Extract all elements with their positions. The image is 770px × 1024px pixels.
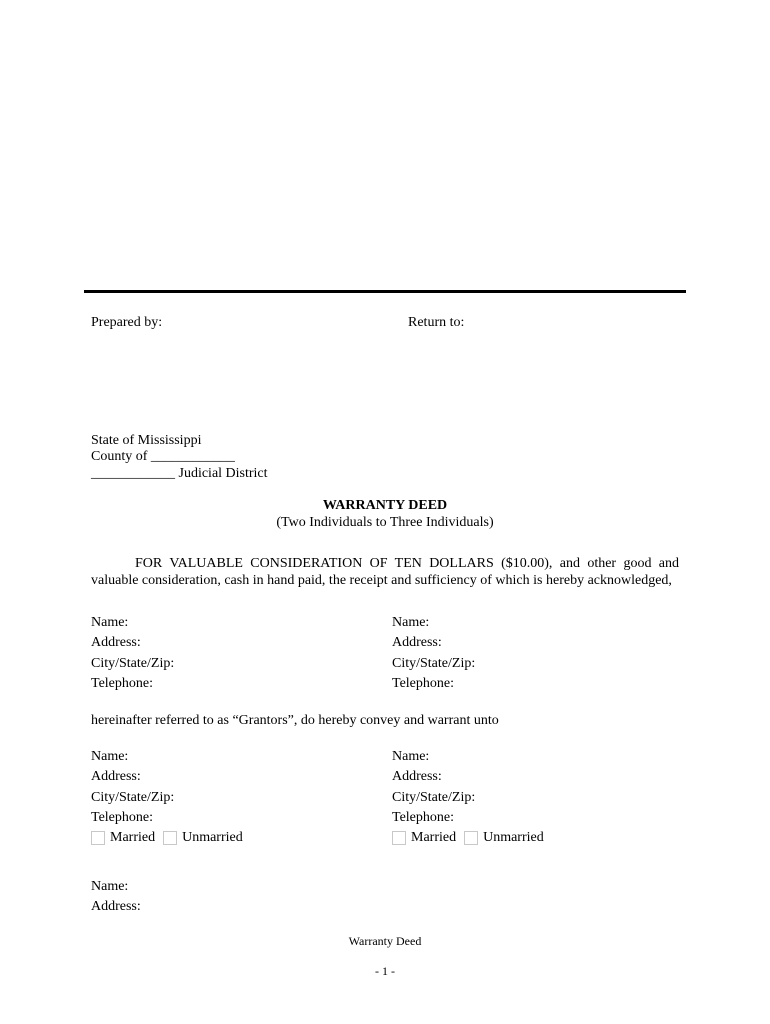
return-to-label: Return to: — [408, 315, 465, 330]
grantee-2-unmarried-label: Unmarried — [483, 830, 544, 846]
grantee-2-city-label: City/State/Zip: — [392, 789, 476, 805]
consideration-text: FOR VALUABLE CONSIDERATION OF TEN DOLLARS ($10.00), and other good and valuable consideration, cash in hand paid, the receipt and sufficiency of which is hereby acknowledged, — [91, 556, 679, 588]
grantee-1-address-label: Address: — [91, 769, 141, 785]
grantor-2-block — [392, 613, 475, 694]
grantor-2-address-label: Address: — [392, 635, 442, 651]
grantee-1-name-label: Name: — [91, 749, 129, 764]
grantee-1-telephone-label: Telephone: — [91, 809, 153, 825]
grantor-1-block — [91, 613, 174, 694]
grantee-3-address-label: Address: — [91, 899, 141, 915]
grantee-2-married-checkbox[interactable] — [392, 831, 406, 845]
grantee-1-married-checkbox[interactable] — [91, 831, 105, 845]
grantee-2-address-label: Address: — [392, 769, 442, 785]
grantee-1-city-label: City/State/Zip: — [91, 789, 175, 805]
grantor-2-city-label: City/State/Zip: — [392, 655, 476, 671]
grantor-1-name-label: Name: — [91, 615, 129, 630]
grantor-1-telephone-label: Telephone: — [91, 675, 153, 691]
grantee-2-name-label: Name: — [392, 749, 430, 764]
grantee-2-married-label: Married — [411, 830, 457, 846]
grantor-1-address-label: Address: — [91, 635, 141, 651]
judicial-district-line: ____________ Judicial District — [91, 466, 268, 481]
footer-page-number: - 1 - — [375, 964, 395, 978]
header-rule — [84, 290, 686, 293]
grantee-3-block — [91, 877, 141, 918]
conveyance-text: hereinafter referred to as “Grantors”, do hereby convey and warrant unto — [91, 713, 499, 728]
prepared-by-label: Prepared by: — [91, 315, 163, 330]
document-title: WARRANTY DEED — [322, 498, 448, 513]
consideration-paragraph — [91, 555, 679, 589]
grantor-1-city-label: City/State/Zip: — [91, 655, 175, 671]
document-subtitle: (Two Individuals to Three Individuals) — [276, 515, 494, 530]
grantee-1-block — [91, 747, 251, 848]
grantor-2-telephone-label: Telephone: — [392, 675, 454, 691]
grantee-2-telephone-label: Telephone: — [392, 809, 454, 825]
grantee-1-unmarried-label: Unmarried — [182, 830, 243, 846]
grantor-2-name-label: Name: — [392, 615, 430, 630]
grantee-1-marital-status — [91, 828, 251, 848]
grantee-1-unmarried-checkbox[interactable] — [163, 831, 177, 845]
grantee-2-marital-status — [392, 828, 552, 848]
grantee-3-name-label: Name: — [91, 879, 129, 894]
grantee-1-married-label: Married — [110, 830, 156, 846]
grantee-2-unmarried-checkbox[interactable] — [464, 831, 478, 845]
footer-document-name: Warranty Deed — [348, 934, 422, 948]
grantee-2-block — [392, 747, 552, 848]
county-line: County of ____________ — [91, 449, 235, 464]
state-line: State of Mississippi — [91, 433, 202, 448]
